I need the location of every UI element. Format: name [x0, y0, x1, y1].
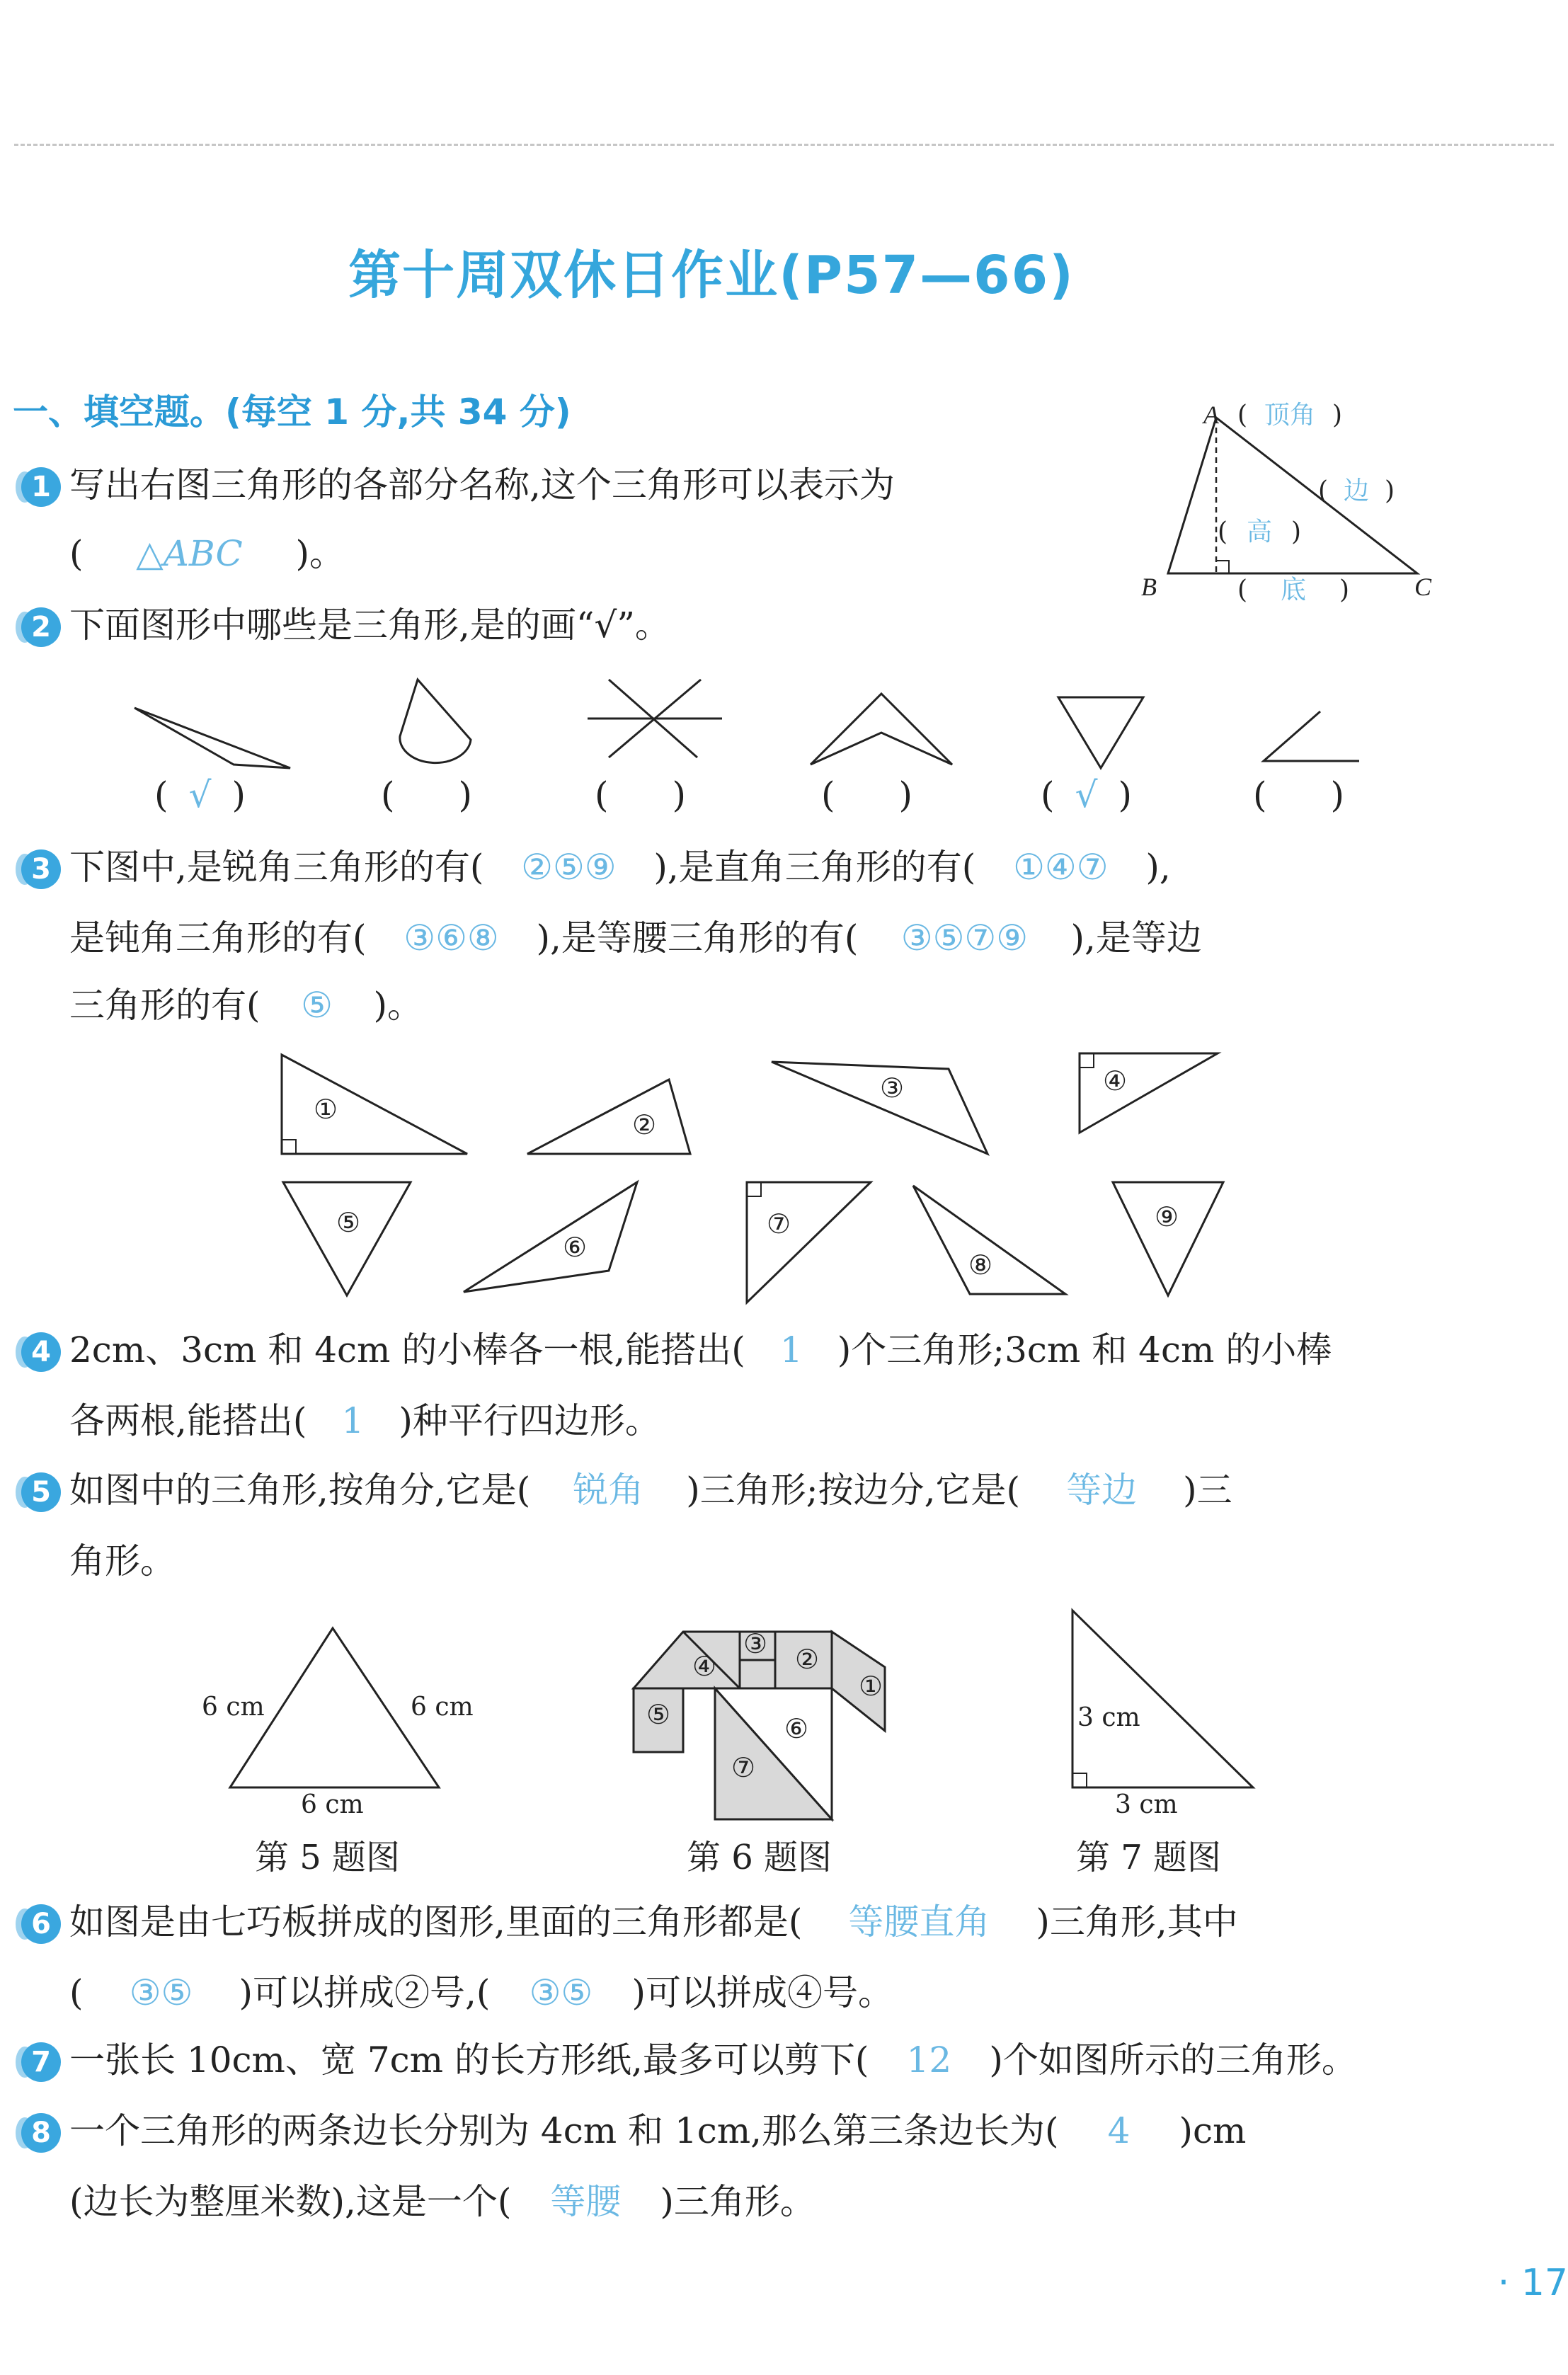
- q1-line2: ( △ABC )。: [69, 533, 345, 574]
- fig7-left-label: 3 cm: [1077, 1703, 1140, 1732]
- tangram-label-5: ⑤: [646, 1699, 671, 1730]
- q2-mark-6: ( ): [1253, 774, 1345, 815]
- question-number-7: 7: [21, 2042, 61, 2082]
- q6-line1: 如图是由七巧板拼成的图形,里面的三角形都是( 等腰直角 )三角形,其中: [69, 1901, 1238, 1942]
- label-base: ( 底 ): [1237, 576, 1350, 605]
- q3-triangle-label-2: ②: [631, 1109, 657, 1140]
- tangram-label-6: ⑥: [784, 1713, 809, 1744]
- q8-line1: 一个三角形的两条边长分别为 4cm 和 1cm,那么第三条边长为( 4 )cm: [69, 2110, 1247, 2151]
- q3-triangle-label-7: ⑦: [766, 1208, 791, 1240]
- q1-answer: △ABC: [136, 533, 243, 574]
- tangram-label-1: ①: [858, 1671, 883, 1702]
- question-number-8: 8: [21, 2113, 61, 2153]
- q3-triangle-label-3: ③: [879, 1072, 905, 1104]
- q2-text: 下面图形中哪些是三角形,是的画“√”。: [69, 605, 670, 646]
- question-number-3: 3: [21, 849, 61, 889]
- q7-line1: 一张长 10cm、宽 7cm 的长方形纸,最多可以剪下( 12 )个如图所示的三角形。: [69, 2039, 1357, 2081]
- vertex-label-b: B: [1141, 573, 1157, 601]
- question-number-4: 4: [21, 1332, 61, 1372]
- figure-6-tangram: [634, 1625, 924, 1837]
- fig5-bottom-label: 6 cm: [301, 1790, 364, 1819]
- q2-mark-5: ( √ ): [1041, 774, 1133, 815]
- q2-mark-2: ( ): [381, 774, 473, 815]
- q3-triangle-label-5: ⑤: [336, 1207, 361, 1238]
- fig6-caption: 第 6 题图: [687, 1838, 832, 1877]
- top-dashed-rule: [14, 144, 1554, 146]
- tangram-label-4: ④: [692, 1651, 717, 1682]
- q1-text: 写出右图三角形的各部分名称,这个三角形可以表示为: [69, 464, 895, 505]
- fig5-right-label: 6 cm: [411, 1693, 474, 1722]
- q4-line2: 各两根,能搭出( 1 )种平行四边形。: [69, 1400, 660, 1441]
- label-height: ( 高 ): [1218, 517, 1302, 546]
- tangram-label-7: ⑦: [731, 1752, 756, 1783]
- tangram-label-3: ③: [743, 1628, 768, 1659]
- q3-triangles: [0, 1041, 1568, 1324]
- question-number-5: 5: [21, 1472, 61, 1512]
- question-number-1: 1: [21, 467, 61, 507]
- q3-line1: 下图中,是锐角三角形的有( ②⑤⑨ ),是直角三角形的有( ①④⑦ ),: [69, 847, 1171, 888]
- fig5-left-label: 6 cm: [202, 1693, 265, 1722]
- q3-triangle-label-1: ①: [313, 1094, 338, 1125]
- q3-line3: 三角形的有( ⑤ )。: [69, 985, 423, 1026]
- q3-line2: 是钝角三角形的有( ③⑥⑧ ),是等腰三角形的有( ③⑤⑦⑨ ),是等边: [69, 917, 1202, 958]
- q3-triangle-label-6: ⑥: [562, 1232, 588, 1263]
- q4-line1: 2cm、3cm 和 4cm 的小棒各一根,能搭出( 1 )个三角形;3cm 和 4cm 的小棒: [69, 1329, 1332, 1370]
- fig5-caption: 第 5 题图: [255, 1838, 401, 1877]
- page-title: 第十周双休日作业(P57—66): [348, 245, 1075, 306]
- q6-line2: ( ③⑤ )可以拼成②号,( ③⑤ )可以拼成④号。: [69, 1972, 893, 2013]
- vertex-label-a: A: [1203, 401, 1219, 429]
- q5-line1: 如图中的三角形,按角分,它是( 锐角 )三角形;按边分,它是( 等边 )三: [69, 1470, 1232, 1511]
- section-heading: 一、填空题。(每空 1 分,共 34 分): [13, 391, 571, 433]
- tangram-label-2: ②: [794, 1644, 820, 1675]
- vertex-label-c: C: [1414, 573, 1432, 601]
- q3-triangle-label-9: ⑨: [1154, 1201, 1179, 1232]
- label-side: ( 边 ): [1318, 476, 1395, 505]
- label-vertex-angle: ( 顶角 ): [1237, 401, 1343, 430]
- page-number: · 17: [1497, 2262, 1568, 2304]
- question-number-6: 6: [21, 1904, 61, 1944]
- question-number-2: 2: [21, 607, 61, 647]
- q8-line2: (边长为整厘米数),这是一个( 等腰 )三角形。: [69, 2181, 816, 2222]
- fig7-bottom-label: 3 cm: [1115, 1790, 1178, 1819]
- q2-mark-3: ( ): [595, 774, 687, 815]
- q2-mark-4: ( ): [821, 774, 913, 815]
- q3-triangle-label-4: ④: [1102, 1065, 1128, 1097]
- q2-mark-1: ( √ ): [154, 774, 246, 815]
- q5-line2: 角形。: [69, 1540, 176, 1581]
- fig7-caption: 第 7 题图: [1076, 1838, 1222, 1877]
- q3-triangle-label-8: ⑧: [968, 1249, 993, 1281]
